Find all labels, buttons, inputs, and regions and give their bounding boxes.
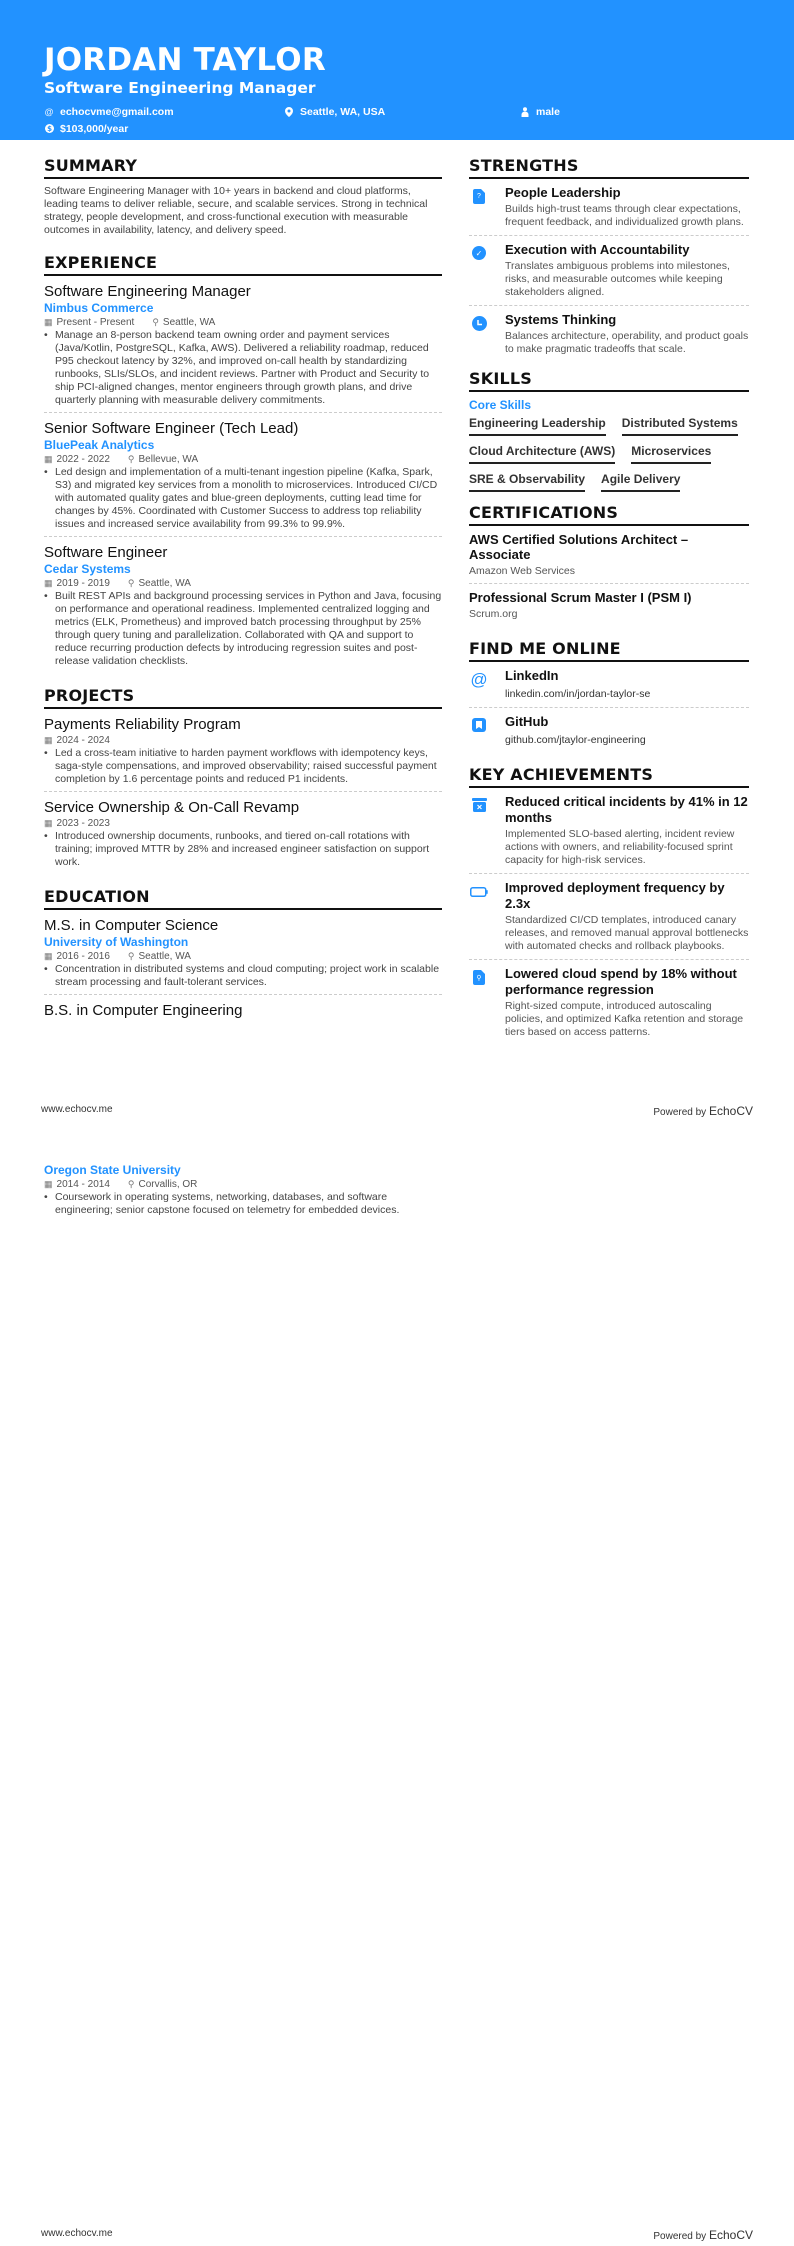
projects-heading: PROJECTS xyxy=(44,687,442,709)
gender-value: male xyxy=(536,105,560,118)
certification-name: AWS Certified Solutions Architect – Associate xyxy=(469,532,689,562)
footer-site-link[interactable]: www.echocv.me xyxy=(41,2228,113,2239)
footer-brand: EchoCV xyxy=(708,2228,753,2242)
email-value: echocvme@gmail.com xyxy=(60,105,174,118)
job-location: Bellevue, WA xyxy=(138,454,199,465)
project-entry xyxy=(44,715,442,792)
project-name: Payments Reliability Program xyxy=(44,716,241,733)
online-profile-item[interactable] xyxy=(469,714,749,753)
strength-desc: Balances architecture, operability, and product goals to make pragmatic tradeoffs that scale. xyxy=(505,330,749,355)
education-dates: 2016 - 2016 xyxy=(56,951,110,962)
achievement-desc: Implemented SLO-based alerting, incident review actions with owners, and reliability-focused sprint capacity for high-risk services. xyxy=(505,828,735,866)
strength-item xyxy=(469,242,749,306)
achievement-desc: Right-sized compute, introduced autoscaling policies, and optimized Kafka retention and storage tiers based on access patterns. xyxy=(505,1000,744,1038)
skill-tag: Cloud Architecture (AWS) xyxy=(469,444,615,464)
company-name: Cedar Systems xyxy=(44,562,131,576)
strengths-heading: STRENGTHS xyxy=(469,157,749,179)
job-location: Seattle, WA xyxy=(138,578,191,589)
skill-tag: Microservices xyxy=(631,444,711,464)
school-name: University of Washington xyxy=(44,935,189,949)
svg-text:$: $ xyxy=(46,125,52,133)
right-column xyxy=(469,157,749,1051)
check-circle-icon: ✓ xyxy=(472,246,486,260)
education-heading: EDUCATION xyxy=(44,888,442,910)
strength-desc: Builds high-trust teams through clear expectations, frequent feedback, and individualized growth plans. xyxy=(505,203,744,228)
skill-tag: Distributed Systems xyxy=(622,416,738,436)
experience-entry xyxy=(44,419,442,537)
project-dates: 2023 - 2023 xyxy=(56,818,110,829)
project-name: Service Ownership & On-Call Revamp xyxy=(44,799,300,816)
at-icon: @ xyxy=(44,106,54,117)
job-meta xyxy=(44,453,442,466)
location-value: Seattle, WA, USA xyxy=(300,105,386,118)
strength-title: Execution with Accountability xyxy=(505,242,690,257)
footer-powered-by: Powered by EchoCV xyxy=(653,2228,753,2242)
location-pin-icon: ⚲ xyxy=(152,317,159,327)
location-pin-icon: ⚲ xyxy=(127,454,135,464)
profile-url[interactable]: linkedin.com/in/jordan-taylor-se xyxy=(505,688,651,700)
contact-info xyxy=(44,105,750,135)
education-meta xyxy=(44,1178,442,1191)
skills-heading: SKILLS xyxy=(469,370,749,392)
job-dates: Present - Present xyxy=(56,317,135,328)
footer-powered-by: Powered by EchoCV xyxy=(653,1104,753,1118)
currency-icon xyxy=(44,124,54,134)
certifications-heading: CERTIFICATIONS xyxy=(469,504,749,526)
education-bullet: • Coursework in operating systems, networking, databases, and software engineering; senior capstone focused on telemetry for embedded devices. xyxy=(44,1191,442,1217)
certification-item xyxy=(469,532,749,584)
online-profile-item[interactable] xyxy=(469,668,749,708)
project-entry xyxy=(44,798,442,874)
experience-heading: EXPERIENCE xyxy=(44,254,442,276)
education-meta xyxy=(44,950,442,963)
salary-value: $103,000/year xyxy=(60,122,129,135)
location-pin-icon xyxy=(284,107,294,117)
project-bullet: • Introduced ownership documents, runbooks, and tiered on-call rotations with training; improved MTTR by 28% and increased engineer satisfaction on support work. xyxy=(44,830,442,869)
document-icon: ? xyxy=(473,189,485,204)
education-entry xyxy=(44,916,442,995)
candidate-name: JORDAN TAYLOR xyxy=(44,42,326,78)
experience-entry xyxy=(44,282,442,413)
project-dates: 2024 - 2024 xyxy=(56,735,110,746)
certification-issuer: Amazon Web Services xyxy=(469,565,576,577)
page-footer xyxy=(41,1104,753,1118)
company-name: BluePeak Analytics xyxy=(44,438,155,452)
job-meta xyxy=(44,577,442,590)
location-pin-icon: ⚲ xyxy=(127,1179,135,1189)
achievement-title: Improved deployment frequency by 2.3x xyxy=(505,880,725,911)
achievement-item xyxy=(469,794,749,874)
strength-title: People Leadership xyxy=(505,185,621,200)
summary-text: Software Engineering Manager with 10+ years in backend and cloud platforms, leading teams to deliver reliable, secure, and scalable services. Strong in technical strategy, people development, and cross-functional execution with measurable outcomes in availability, latency, and delivery speed. xyxy=(44,185,428,236)
certification-item xyxy=(469,590,749,626)
calendar-icon: ▦ xyxy=(44,454,53,464)
job-role: Software Engineering Manager xyxy=(44,283,251,300)
skill-tag: SRE & Observability xyxy=(469,472,585,492)
battery-icon xyxy=(470,884,488,953)
education-location: Corvallis, OR xyxy=(138,1179,198,1190)
contact-location xyxy=(284,105,520,118)
experience-entry xyxy=(44,543,442,673)
location-pin-icon: ⚲ xyxy=(127,951,135,961)
strength-title: Systems Thinking xyxy=(505,312,617,327)
profile-url[interactable]: github.com/jtaylor-engineering xyxy=(505,734,646,746)
achievement-title: Lowered cloud spend by 18% without performance regression xyxy=(505,966,737,997)
archive-box-icon xyxy=(472,798,487,867)
profile-label: LinkedIn xyxy=(505,668,559,683)
strength-item xyxy=(469,312,749,362)
contact-salary xyxy=(44,122,284,135)
key-achievements-heading: KEY ACHIEVEMENTS xyxy=(469,766,749,788)
document-search-icon: ⚲ xyxy=(473,970,485,985)
company-name: Nimbus Commerce xyxy=(44,301,154,315)
education-continuation xyxy=(44,1163,442,1217)
job-location: Seattle, WA xyxy=(162,317,216,328)
page-footer xyxy=(41,2228,753,2242)
achievement-title: Reduced critical incidents by 41% in 12 months xyxy=(505,794,748,825)
job-dates: 2022 - 2022 xyxy=(56,454,110,465)
certification-issuer: Scrum.org xyxy=(469,608,518,620)
calendar-icon: ▦ xyxy=(44,735,53,745)
location-pin-icon: ⚲ xyxy=(127,578,135,588)
summary-heading: SUMMARY xyxy=(44,157,442,179)
resume-header xyxy=(0,0,794,140)
person-icon xyxy=(520,107,530,117)
contact-gender xyxy=(520,105,720,118)
clock-icon xyxy=(472,316,487,356)
calendar-icon: ▦ xyxy=(44,578,53,588)
bookmark-icon xyxy=(472,718,486,747)
education-bullet: • Concentration in distributed systems and cloud computing; project work in scalable stream processing and fault-tolerant services. xyxy=(44,963,442,989)
job-bullet: • Built REST APIs and background processing services in Python and Java, focusing on performance and operational readiness. Implemented centralized logging and metrics (ELK, Prometheus) and improved batch processing throughput by 25% through query tuning and parallelization. Collaborated with QA and support to reduce recurring production defects by introducing regression suites and post-release validation checklists. xyxy=(44,590,442,668)
find-me-online-heading: FIND ME ONLINE xyxy=(469,640,749,662)
skills-category: Core Skills xyxy=(469,398,532,412)
project-meta xyxy=(44,817,442,830)
project-meta xyxy=(44,734,442,747)
achievement-item xyxy=(469,880,749,960)
project-bullet: • Led a cross-team initiative to harden payment workflows with idempotency keys, saga-style compensations, and improved observability; raised successful payment completion by 1.6 percentage points and reduced P1 incidents. xyxy=(44,747,442,786)
degree-name: B.S. in Computer Engineering xyxy=(44,1002,243,1019)
skill-tag: Engineering Leadership xyxy=(469,416,606,436)
profile-label: GitHub xyxy=(505,714,549,729)
school-name: Oregon State University xyxy=(44,1163,181,1177)
certification-name: Professional Scrum Master I (PSM I) xyxy=(469,590,692,605)
skill-tag: Agile Delivery xyxy=(601,472,680,492)
job-meta xyxy=(44,316,442,329)
skills-list xyxy=(469,416,749,492)
calendar-icon: ▦ xyxy=(44,818,53,828)
achievement-desc: Standardized CI/CD templates, introduced canary releases, and removed manual approval bottlenecks with automated checks and rollback playbooks. xyxy=(505,914,749,952)
strength-desc: Translates ambiguous problems into milestones, risks, and measurable outcomes while keeping stakeholders aligned. xyxy=(505,260,730,298)
job-role: Software Engineer xyxy=(44,544,168,561)
left-column xyxy=(44,157,442,1020)
contact-email[interactable] xyxy=(44,105,284,118)
candidate-title: Software Engineering Manager xyxy=(44,79,316,97)
calendar-icon: ▦ xyxy=(44,1179,53,1189)
calendar-icon: ▦ xyxy=(44,951,53,961)
footer-site-link[interactable]: www.echocv.me xyxy=(41,1104,113,1115)
education-location: Seattle, WA xyxy=(138,951,191,962)
achievement-item xyxy=(469,966,749,1045)
calendar-icon: ▦ xyxy=(44,317,53,327)
job-bullet: • Led design and implementation of a multi-tenant ingestion pipeline (Kafka, Spark, S3) and migrated key services from a monolith to microservices. Introduced CI/CD with automated quality gates and blue-green deployments, cutting lead time for changes by 45%. Coordinated with Customer Success to address top reliability issues and increased service availability from 99.3% to 99.9%. xyxy=(44,466,442,531)
strength-item xyxy=(469,185,749,236)
degree-name: M.S. in Computer Science xyxy=(44,917,219,934)
job-dates: 2019 - 2019 xyxy=(56,578,110,589)
education-dates: 2014 - 2014 xyxy=(56,1179,110,1190)
at-icon: @ xyxy=(470,670,488,689)
job-bullet: • Manage an 8-person backend team owning order and payment services (Java/Kotlin, PostgreSQL, Kafka, AWS). Delivered a reliability roadmap, reduced P95 checkout latency by 32%, and improved on-call health by standardizing runbooks, SLIs/SLOs, and incident reviews. Partner with Product and Security to ship PCI-aligned changes, mentor engineers through growth plans, and drive quarterly planning with measurable delivery commitments. xyxy=(44,329,442,407)
footer-brand: EchoCV xyxy=(708,1104,753,1118)
job-role: Senior Software Engineer (Tech Lead) xyxy=(44,420,299,437)
